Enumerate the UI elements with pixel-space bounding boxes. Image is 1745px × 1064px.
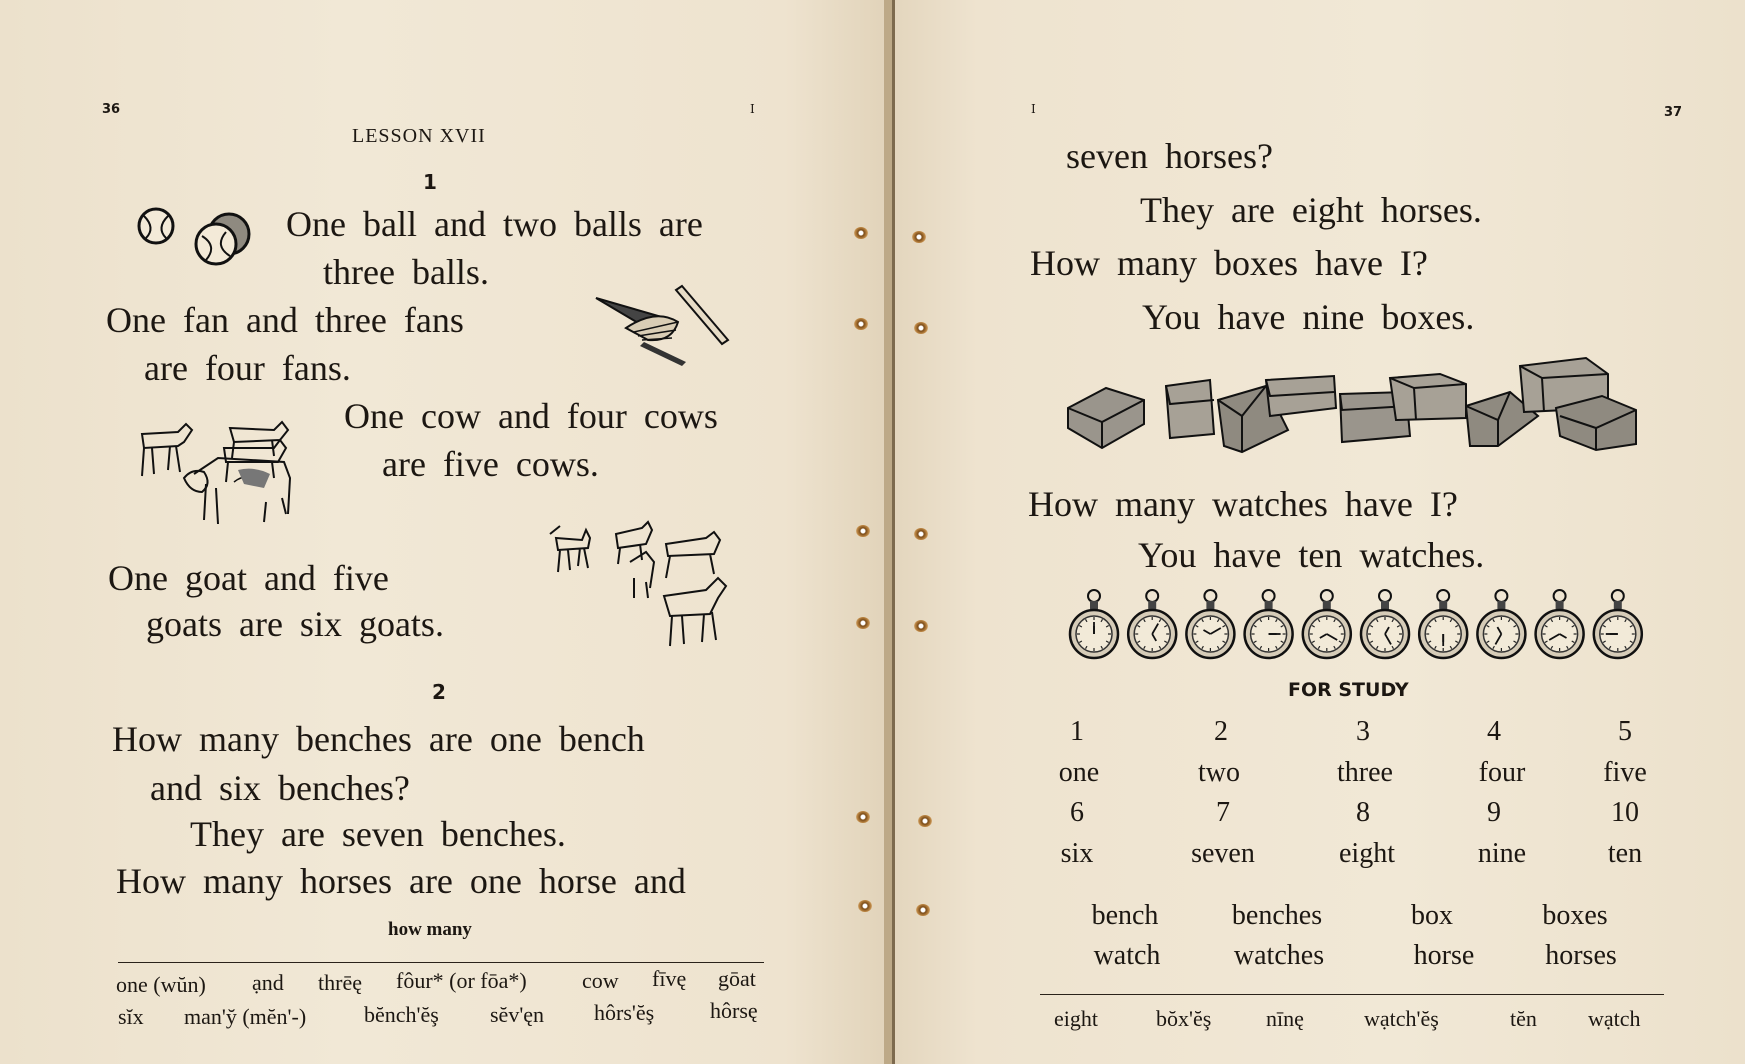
study-word-seven: seven [1191,838,1255,869]
study-word-eight: eight [1339,838,1395,869]
sec1-line-2: three balls. [323,252,489,292]
study-watch: watch [1093,940,1161,971]
pron-cow: cow [582,968,619,993]
goats-illustration [546,522,738,648]
book-spine-line [892,0,895,1064]
binding-hole [856,525,870,537]
watch-icon [1477,590,1525,658]
study-number-5: 5 [1618,716,1632,747]
sec2-line-1: How many benches are one bench [112,719,645,759]
boxes-illustration [1066,356,1640,456]
study-word-one: one [1058,757,1100,788]
watch-icon [1594,590,1642,658]
right-line-6: You have ten watches. [1138,535,1485,575]
study-watches: watches [1233,940,1325,971]
study-horses: horses [1545,940,1617,971]
sec1-line-6: are five cows. [382,444,599,484]
study-benches: benches [1231,900,1323,931]
study-number-4: 4 [1487,716,1501,747]
study-number-10: 10 [1611,797,1639,828]
watch-icon [1361,590,1409,658]
study-number-1: 1 [1070,716,1084,747]
study-word-five: five [1603,757,1647,788]
pron-eight: eight [1054,1006,1098,1031]
watches-illustration [1066,590,1646,666]
study-boxes: boxes [1542,900,1608,931]
cows-illustration [134,418,318,532]
right-pron-rule [1040,994,1664,995]
study-bench: bench [1091,900,1159,931]
study-word-four: four [1478,757,1526,788]
pron-horse: hôrsę [710,998,758,1023]
sec1-line-8: goats are six goats. [146,604,444,644]
pron-five: fīvę [652,966,687,991]
watch-icon [1536,590,1584,658]
pron-benches: bĕnch'ĕş [364,1002,439,1027]
sec1-line-7: One goat and five [108,558,389,598]
pron-boxes: bŏx'ĕş [1156,1006,1212,1031]
pron-ten: tĕn [1510,1006,1537,1031]
book-gutter [884,0,892,1064]
binding-hole [858,900,872,912]
study-number-9: 9 [1487,797,1501,828]
watch-icon [1303,590,1351,658]
binding-hole [912,231,926,243]
pron-watch: wạtch [1588,1006,1641,1031]
fans-illustration [586,280,732,370]
for-study-heading: FOR STUDY [1288,679,1409,701]
binding-hole [854,227,868,239]
binding-hole [916,904,930,916]
right-line-3: How many boxes have I? [1030,243,1428,283]
pron-goat: gōat [718,966,756,991]
lesson-title: LESSON XVII [352,125,486,147]
sec2-line-3: They are seven benches. [190,814,566,854]
binding-hole [854,318,868,330]
pron-one: one (wŭn) [116,972,206,997]
watch-icon [1419,590,1467,658]
section-number-2: 2 [432,680,446,704]
watch-icon [1070,590,1118,658]
left-page-marker: I [750,102,755,116]
right-line-2: They are eight horses. [1140,190,1482,230]
pron-horses: hôrs'ĕş [594,1000,655,1025]
watch-icon [1245,590,1293,658]
binding-hole [856,811,870,823]
watch-icon [1186,590,1234,658]
right-line-4: You have nine boxes. [1142,297,1475,337]
sec1-line-1: One ball and two balls are [286,204,703,244]
study-number-2: 2 [1214,716,1228,747]
study-word-nine: nine [1477,838,1527,869]
study-word-six: six [1060,838,1094,869]
sec2-line-4: How many horses are one horse and [116,861,686,901]
study-number-3: 3 [1356,716,1370,747]
pron-watches: wạtch'ĕş [1364,1006,1439,1031]
binding-hole [918,815,932,827]
watch-icon [1128,590,1176,658]
pron-nine: nīnę [1266,1006,1304,1031]
sec1-line-4: are four fans. [144,348,351,388]
right-line-1: seven horses? [1066,136,1273,176]
binding-hole [856,617,870,629]
study-word-three: three [1337,757,1393,788]
pron-seven: sĕv'ęn [490,1002,545,1027]
pron-three: thrēę [318,970,362,995]
binding-hole [914,322,928,334]
left-page-number: 36 [102,102,121,117]
study-box: box [1411,900,1453,931]
sec1-line-5: One cow and four cows [344,396,718,436]
pron-six: sĭx [118,1004,144,1029]
sec2-line-2: and six benches? [150,768,410,808]
right-page-number: 37 [1664,105,1683,120]
left-pron-rule [118,962,764,963]
balls-illustration [134,204,274,268]
study-number-8: 8 [1356,797,1370,828]
right-page-marker: I [1031,102,1036,116]
left-caption: how many [388,919,472,940]
sec1-line-3: One fan and three fans [106,300,464,340]
section-number-1: 1 [423,170,437,194]
pron-four: fôur* (or fōa*) [396,968,527,993]
study-word-two: two [1198,757,1240,788]
pron-and: ạnd [252,970,284,995]
study-word-ten: ten [1607,838,1643,869]
binding-hole [914,528,928,540]
study-horse: horse [1413,940,1475,971]
study-number-6: 6 [1070,797,1084,828]
right-line-5: How many watches have I? [1028,484,1458,524]
pron-many: man'y̆ (mĕn'-) [184,1004,307,1029]
study-number-7: 7 [1216,797,1230,828]
binding-hole [914,620,928,632]
